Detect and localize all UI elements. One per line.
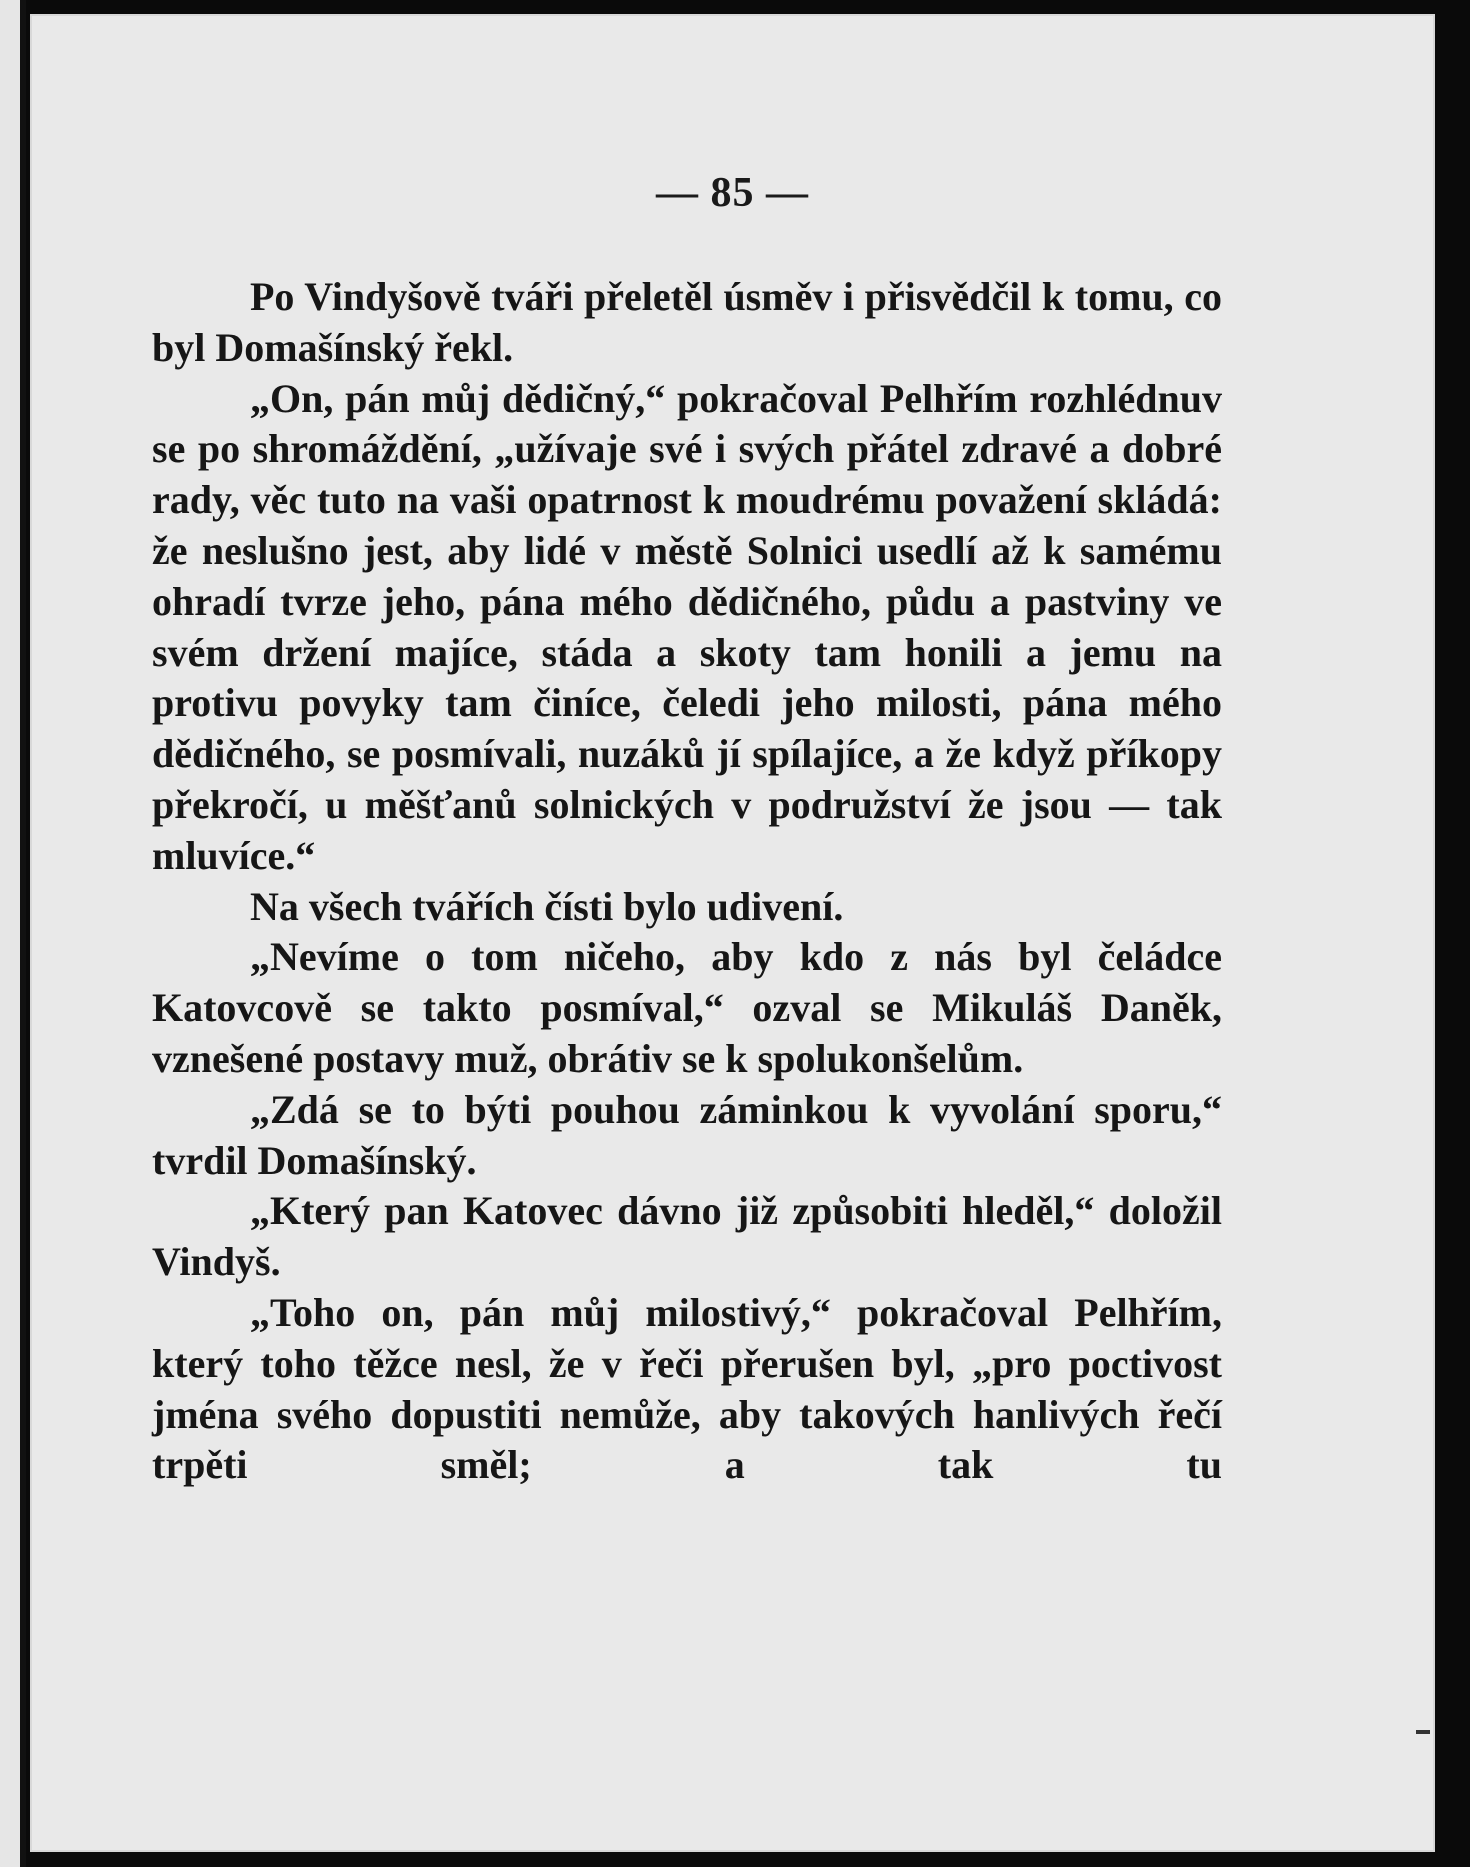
paragraph-3: Na všech tvářích čísti bylo udivení. (250, 883, 844, 929)
paragraph-2: „On, pán můj dědičný,“ pokračoval Pelhřím rozhlédnuv se po shromáždění, „užívaje své i svých přátel zdravé a dobré rady, věc tuto na vaši opatrnost k moudrému považení skládá: že neslušno jest, aby lidé v městě Solnici usedlí až k samému ohradí tvrze jeho, pána mého dědičného, půdu a pastviny ve svém držení majíce, stáda a skoty tam honili a jemu na protivu povyky tam činíce, čeledi jeho milosti, pána mého dědičného, se posmívali, nuzáků jí spílajíce, a že když příkopy překročí, u měšťanů solnických v podružství že jsou — tak mluvíce.“ (152, 375, 1222, 878)
book-page (30, 14, 1435, 1852)
paragraph-5: „Zdá se to býti pouhou záminkou k vyvolání sporu,“ tvrdil Domašínský. (152, 1086, 1222, 1183)
paragraph-7: „Toho on, pán můj milostivý,“ pokračoval Pelhřím, který toho těžce nesl, že v řeči přerušen byl, „pro poctivost jména svého dopustiti nemůže, aby takových hanlivých řečí trpěti směl; a tak tu (152, 1289, 1222, 1488)
scan-speck (1416, 1730, 1430, 1734)
adjacent-page-edge (0, 0, 26, 1867)
paragraph-4: „Nevíme o tom ničeho, aby kdo z nás byl čeládce Katovcově se takto posmíval,“ ozval se Mikuláš Daněk, vznešené postavy muž, obrátiv se k spolukonšelům. (152, 934, 1222, 1081)
paragraph-1: Po Vindyšově tváři přeletěl úsměv i přisvědčil k tomu, co byl Domašínský řekl. (152, 274, 1222, 370)
page-text (152, 272, 1222, 1491)
paragraph-6: „Který pan Katovec dávno již způsobiti hleděl,“ doložil Vindyš. (152, 1188, 1222, 1285)
page-number: — 85 — (656, 170, 809, 216)
